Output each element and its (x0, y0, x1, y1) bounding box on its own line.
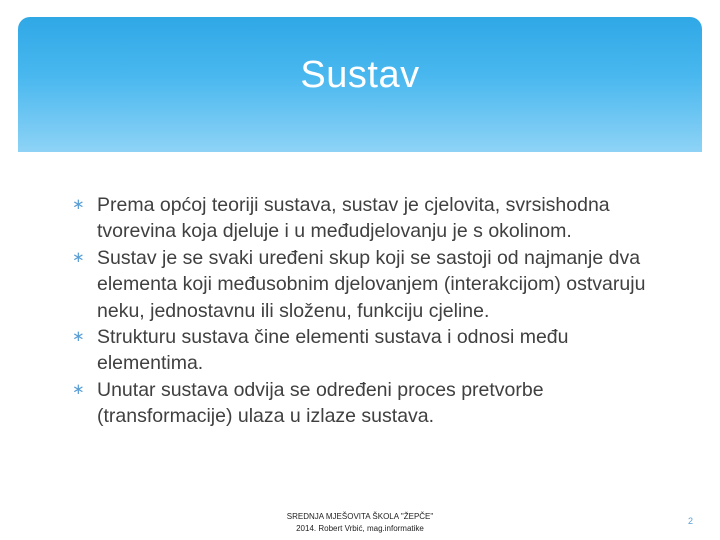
slide-title: Sustav (300, 54, 420, 96)
bullet-text: Unutar sustava odvija se određeni proces pretvorbe (transformacije) ulaza u izlaze sustava. (97, 378, 544, 428)
asterisk-bullet-icon: ∗ (72, 380, 85, 398)
bullet-text: Prema općoj teoriji sustava, sustav je cjelovita, svrsishodna tvorevina koja djeluje i u međudjelovanju je s okolinom. (97, 194, 610, 243)
bullet-item (72, 324, 672, 377)
asterisk-bullet-icon: ∗ (72, 328, 85, 346)
footer-school-name: SREDNJA MJEŠOVITA ŠKOLA "ŽEPČE" (286, 512, 434, 521)
bullet-text: Sustav je se svaki uređeni skup koji se sastoji od najmanje dva elementa koji međusobnim djelovanjem (interakcijom) ostvaruju neku, jednostavnu ili složenu, funkciju cjeline. (97, 246, 646, 322)
bullet-item (72, 245, 672, 324)
bullet-item (72, 192, 672, 245)
asterisk-bullet-icon: ∗ (72, 248, 85, 266)
footer-author: 2014. Robert Vrbić, mag.informatike (296, 524, 424, 533)
bullet-list (72, 192, 672, 430)
page-number: 2 (688, 516, 694, 526)
asterisk-bullet-icon: ∗ (72, 196, 85, 213)
bullet-item (72, 377, 672, 430)
bullet-text: Strukturu sustava čine elementi sustava i odnosi među elementima. (97, 326, 569, 375)
footer-credits (240, 511, 480, 535)
